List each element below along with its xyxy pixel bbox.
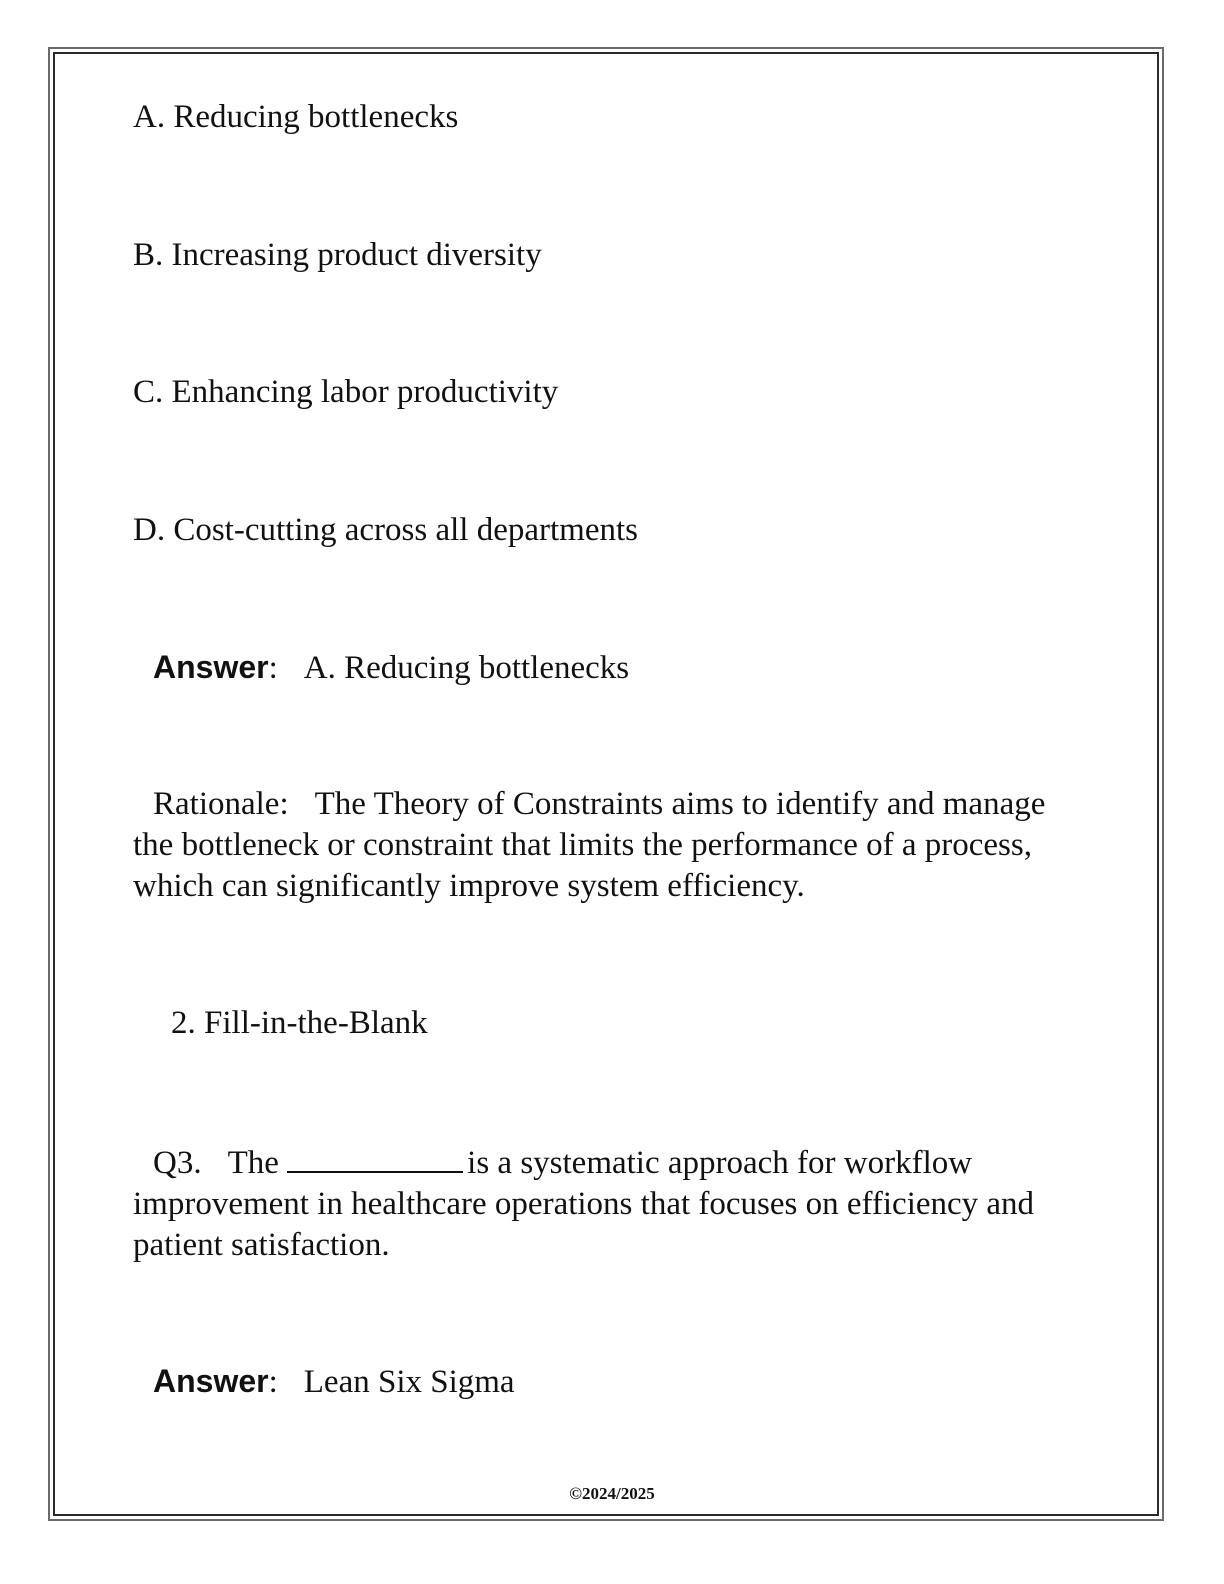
answer-blank: [287, 1141, 463, 1173]
answer-colon: :: [268, 1364, 278, 1400]
option-c: C. Enhancing labor productivity: [133, 374, 559, 410]
question-text-rest: improvement in healthcare operations that focuses on efficiency and patient satisfaction.: [133, 1186, 1035, 1263]
rationale-text-rest: manage the bottleneck or constraint that limits the performance of a process, which can significantly improve system efficiency.: [133, 786, 1046, 904]
rationale: [133, 784, 1093, 907]
option-b: B. Increasing product diversity: [133, 237, 542, 273]
answer-colon: :: [268, 650, 278, 686]
section-heading: 2. Fill-in-the-Blank: [171, 1005, 428, 1041]
answer-label: Answer: [153, 649, 269, 685]
answer-value: A. Reducing bottlenecks: [303, 650, 630, 686]
answer-3: [153, 1361, 515, 1403]
option-d: D. Cost-cutting across all departments: [133, 512, 638, 548]
answer-1: [153, 647, 629, 689]
answer-value: Lean Six Sigma: [303, 1364, 515, 1400]
rationale-text-first: The Theory of Constraints aims to identify and: [314, 786, 935, 822]
question-3: [133, 1141, 1093, 1266]
rationale-label: Rationale:: [153, 786, 289, 822]
answer-label: Answer: [153, 1363, 269, 1399]
question-number: Q3.: [153, 1145, 202, 1181]
option-a: A. Reducing bottlenecks: [133, 99, 459, 135]
question-text-first: is a systematic approach for workflow: [467, 1145, 973, 1181]
footer-copyright: ©2024/2025: [569, 1484, 655, 1503]
question-lead: The: [227, 1145, 279, 1181]
